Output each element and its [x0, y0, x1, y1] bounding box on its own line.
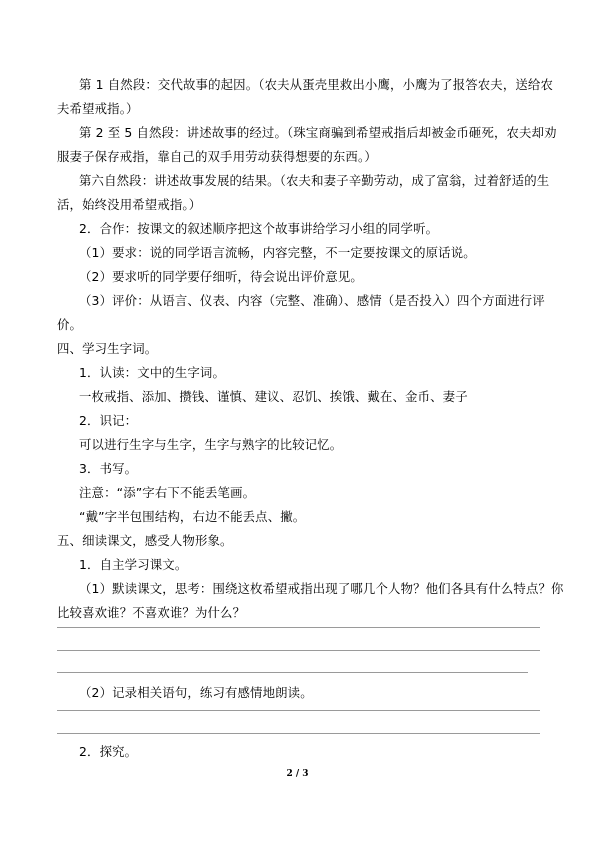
- answer-line[interactable]: [57, 710, 540, 711]
- item-memorize: 2．识记：: [79, 413, 138, 428]
- writing-note-2: “戴”字半包围结构，右边不能丢点、撇。: [79, 509, 306, 524]
- section-5-heading: 五、细读课文，感受人物形象。: [57, 533, 233, 548]
- cooperation-evaluation-line-1: （3）评价：从语言、仪表、内容（完整、准确）、感情（是否投入）四个方面进行评: [79, 293, 545, 308]
- answer-line[interactable]: [57, 627, 540, 628]
- paragraph-2-line-1: 第 2 至 5 自然段：讲述故事的经过。（珠宝商骗到希望戒指后却被金币砸死，农夫却劝: [79, 125, 557, 140]
- section-4-heading: 四、学习生字词。: [57, 341, 158, 356]
- paragraph-1-line-1: 第 1 自然段：交代故事的起因。（农夫从蛋壳里救出小鹰，小鹰为了报答农夫，送给农: [79, 77, 554, 92]
- item-explore: 2．探究。: [79, 744, 138, 759]
- item-cooperation: 2．合作：按课文的叙述顺序把这个故事讲给学习小组的同学听。: [79, 221, 439, 236]
- word-list: 一枚戒指、添加、攒钱、谨慎、建议、忍饥、挨饿、戴在、金币、妻子: [79, 389, 468, 404]
- item-read-words: 1．认读：文中的生字词。: [79, 365, 225, 380]
- cooperation-evaluation-line-2: 价。: [57, 317, 83, 332]
- item-self-study: 1．自主学习课文。: [79, 557, 188, 572]
- page-number: 2 / 3: [286, 769, 309, 779]
- answer-line[interactable]: [57, 650, 540, 651]
- cooperation-requirement-2: （2）要求听的同学要仔细听，待会说出评价意见。: [79, 269, 363, 284]
- answer-line[interactable]: [57, 733, 540, 734]
- paragraph-3-line-1: 第六自然段：讲述故事发展的结果。（农夫和妻子辛勤劳动，成了富翁，过着舒适的生: [79, 173, 550, 188]
- paragraph-2-line-2: 服妻子保存戒指，靠自己的双手用劳动获得想要的东西。）: [57, 149, 377, 164]
- writing-note-1: 注意：“添”字右下不能丢笔画。: [79, 485, 256, 500]
- item-writing: 3．书写。: [79, 461, 138, 476]
- paragraph-1-line-2: 夫希望戒指。）: [57, 101, 139, 116]
- self-study-question-line-2: 比较喜欢谁？不喜欢谁？为什么？: [57, 605, 246, 620]
- cooperation-requirement-1: （1）要求：说的同学语言流畅，内容完整，不一定要按课文的原话说。: [79, 245, 476, 260]
- answer-line[interactable]: [57, 672, 528, 673]
- paragraph-3-line-2: 活，始终没用希望戒指。）: [57, 197, 202, 212]
- memorize-method: 可以进行生字与生字，生字与熟字的比较记忆。: [79, 437, 343, 452]
- record-sentences-task: （2）记录相关语句，练习有感情地朗读。: [79, 685, 313, 700]
- self-study-question-line-1: （1）默读课文，思考：围绕这枚希望戒指出现了哪几个人物？他们各具有什么特点？你: [79, 581, 564, 596]
